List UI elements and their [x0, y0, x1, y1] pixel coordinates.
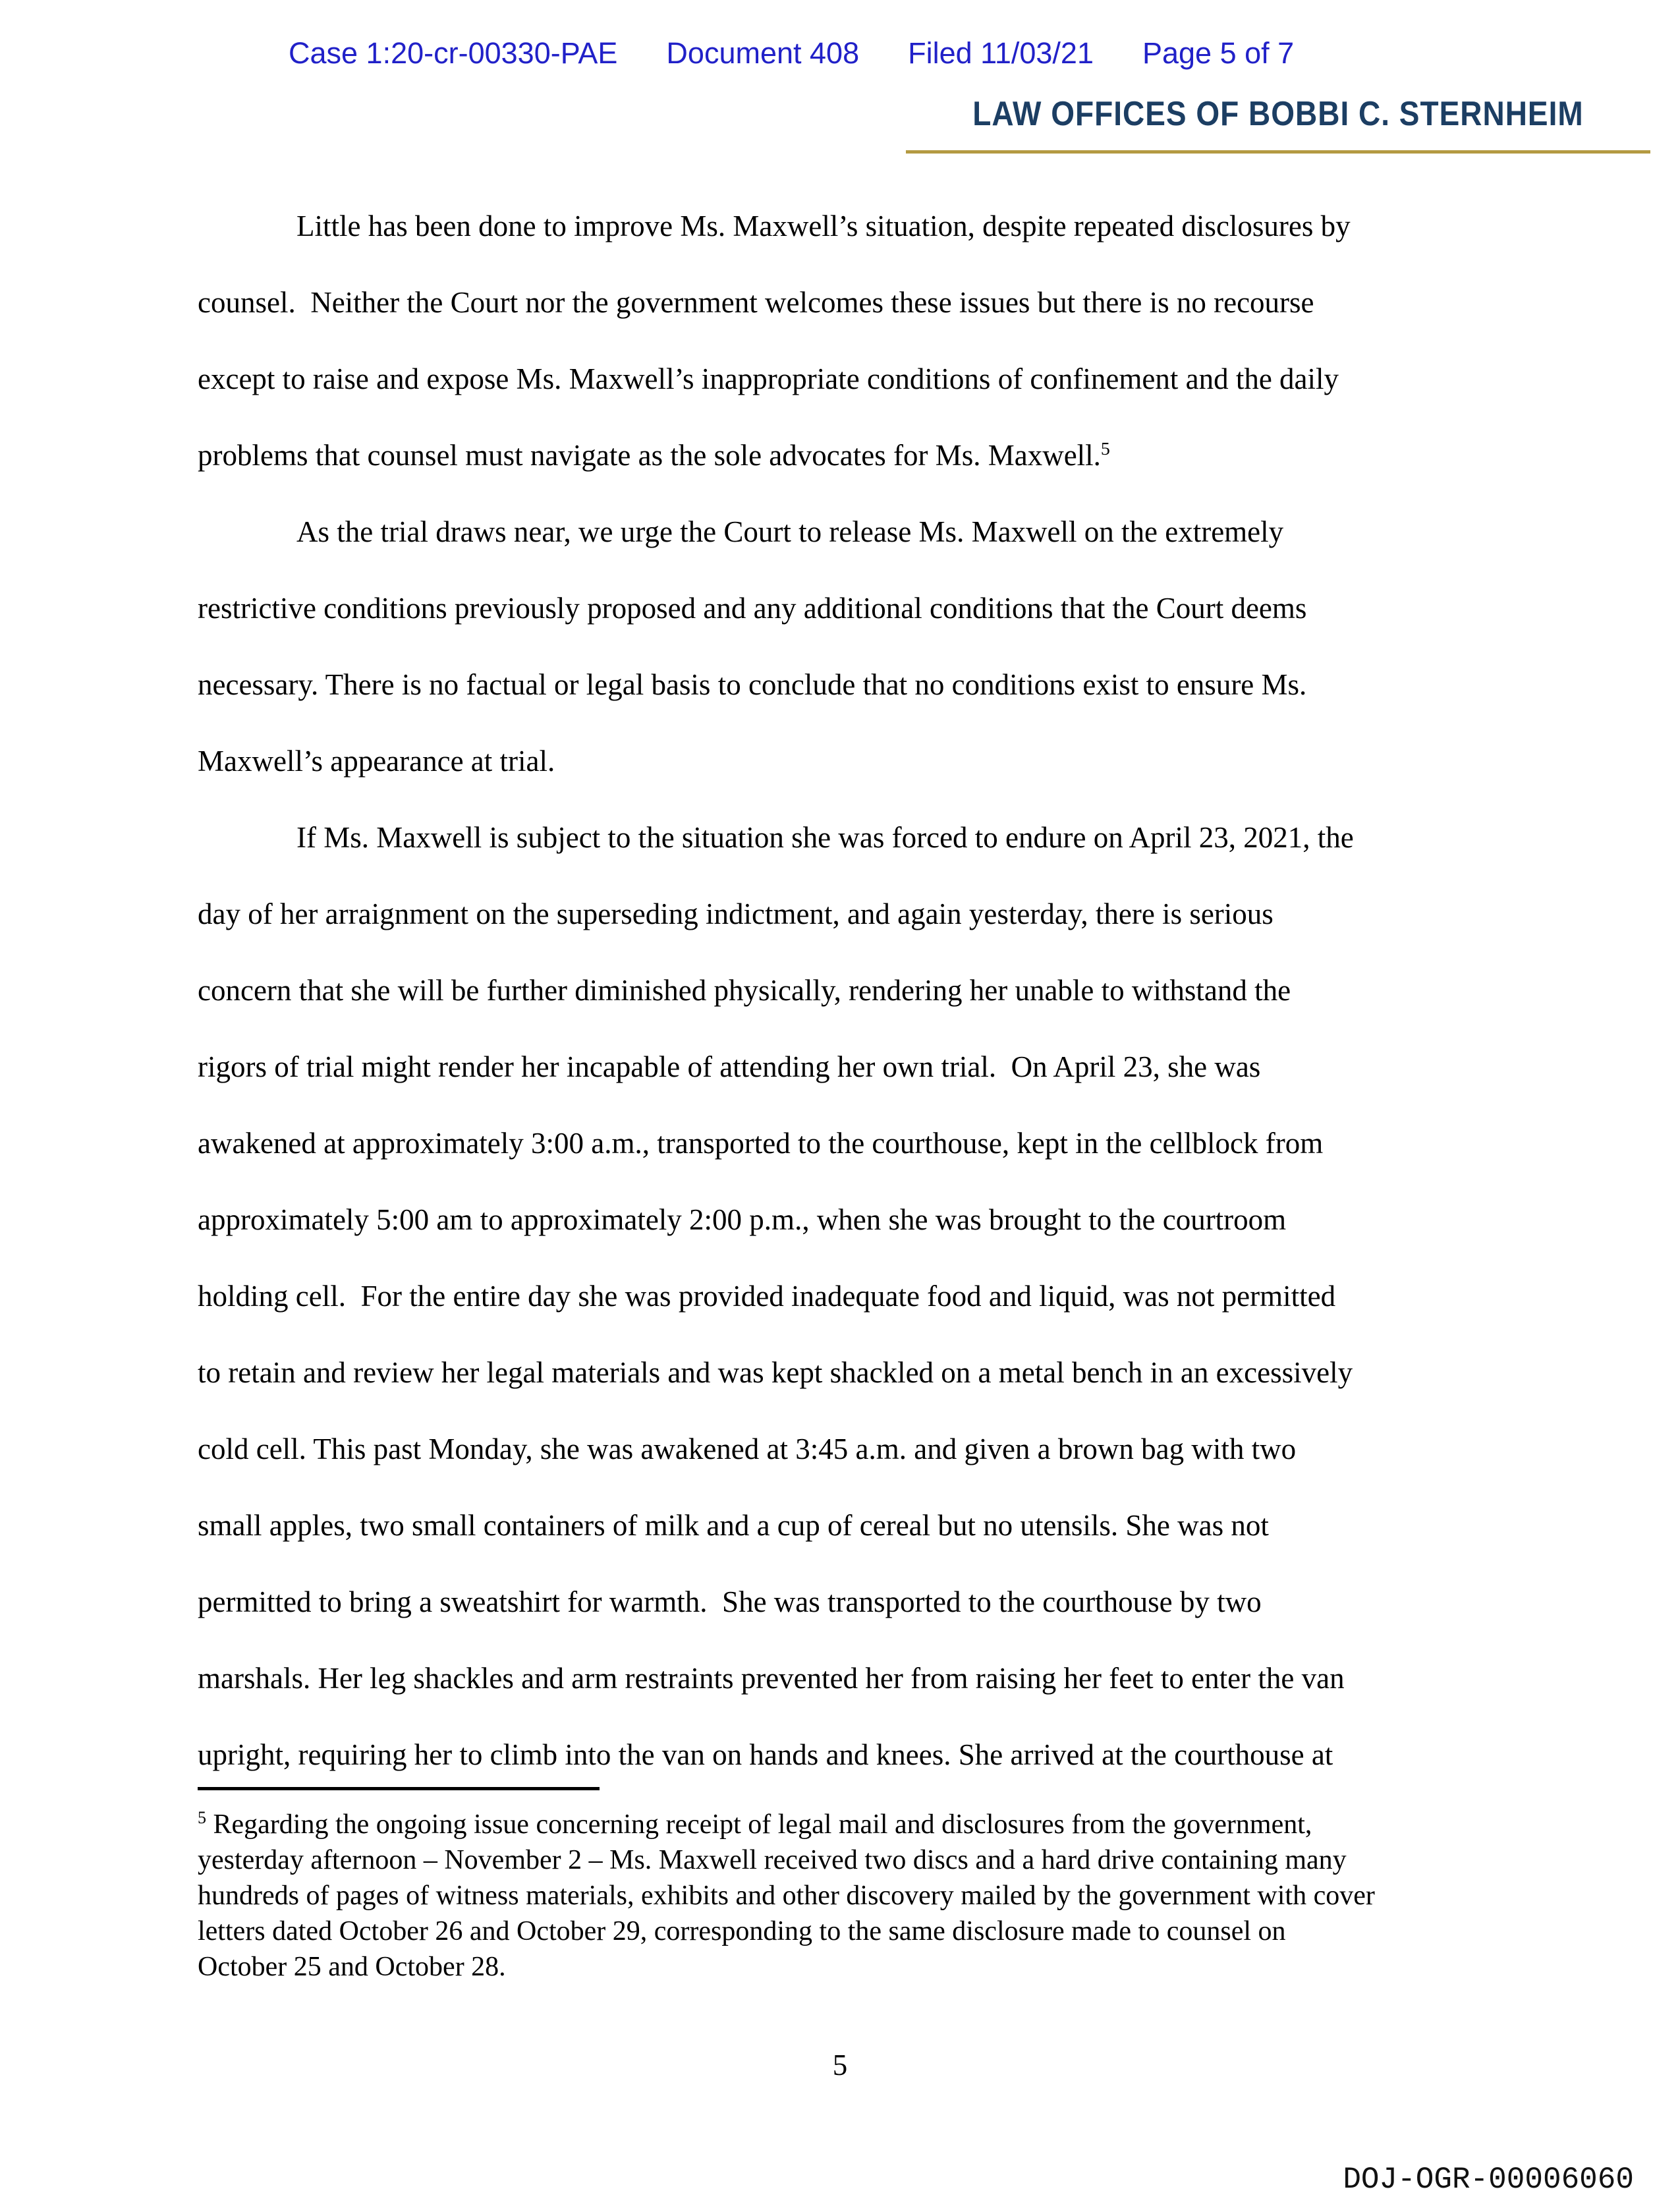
body-line: If Ms. Maxwell is subject to the situation she was forced to endure on April 23, 2021, the: [296, 821, 1354, 854]
body-line: restrictive conditions previously proposed and any additional conditions that the Court deems: [198, 592, 1307, 625]
body-line: Maxwell’s appearance at trial.: [198, 745, 555, 778]
body-line: upright, requiring her to climb into the van on hands and knees. She arrived at the courthouse at: [198, 1738, 1333, 1771]
bates-number: DOJ-OGR-00006060: [1343, 2163, 1634, 2197]
body-line: Little has been done to improve Ms. Maxwell’s situation, despite repeated disclosures by: [296, 210, 1351, 242]
body-line: to retain and review her legal materials and was kept shackled on a metal bench in an excessively: [198, 1356, 1353, 1389]
letterhead-rule: [906, 150, 1650, 154]
body-line: As the trial draws near, we urge the Court to release Ms. Maxwell on the extremely: [296, 515, 1284, 548]
footnote-reference: 5: [1100, 439, 1110, 459]
body-line: small apples, two small containers of milk and a cup of cereal but no utensils. She was not: [198, 1509, 1269, 1542]
ecf-header-stamp: [289, 37, 1294, 70]
firm-name: LAW OFFICES OF BOBBI C. STERNHEIM: [972, 94, 1584, 133]
footnote-line: letters dated October 26 and October 29, corresponding to the same disclosure made to counsel on: [198, 1916, 1286, 1946]
footnote-line: $^5$ Regarding the ongoing issue concerning receipt of legal mail and disclosures from the government,: [198, 1808, 1312, 1840]
body-line: cold cell. This past Monday, she was awakened at 3:45 a.m. and given a brown bag with two: [198, 1432, 1297, 1465]
body-line: permitted to bring a sweatshirt for warmth. She was transported to the courthouse by two: [198, 1585, 1262, 1618]
footnote-line: hundreds of pages of witness materials, exhibits and other discovery mailed by the government with cover: [198, 1881, 1375, 1911]
body-line: problems that counsel must navigate as the sole advocates for Ms. Maxwell.$^5$: [198, 439, 1110, 472]
body-line: necessary. There is no factual or legal basis to conclude that no conditions exist to ensure Ms.: [198, 668, 1307, 701]
ecf-stamp-segment: Page 5 of 7: [1142, 36, 1295, 70]
footnote-line: yesterday afternoon – November 2 – Ms. Maxwell received two discs and a hard drive containing many: [198, 1845, 1347, 1875]
body-line: marshals. Her leg shackles and arm restraints prevented her from raising her feet to enter the van: [198, 1662, 1345, 1695]
ecf-stamp-segment: Case 1:20-cr-00330-PAE: [289, 36, 618, 70]
footnote-reference: 5: [198, 1808, 207, 1827]
body-text: [198, 188, 1522, 1793]
letterhead: [906, 94, 1650, 133]
body-line: approximately 5:00 am to approximately 2:00 p.m., when she was brought to the courtroom: [198, 1203, 1287, 1236]
footnote-line: October 25 and October 28.: [198, 1952, 506, 1982]
ecf-stamp-segment: Document 408: [666, 36, 860, 70]
footnote: [198, 1807, 1522, 1985]
ecf-stamp-segment: Filed 11/03/21: [908, 36, 1094, 70]
body-line: counsel. Neither the Court nor the government welcomes these issues but there is no recourse: [198, 286, 1314, 319]
page-number: 5: [832, 2049, 848, 2082]
body-line: except to raise and expose Ms. Maxwell’s inappropriate conditions of confinement and the daily: [198, 362, 1339, 395]
footnote-separator: [198, 1787, 600, 1790]
body-line: rigors of trial might render her incapable of attending her own trial. On April 23, she was: [198, 1050, 1261, 1083]
body-line: day of her arraignment on the superseding indictment, and again yesterday, there is serious: [198, 897, 1274, 930]
body-line: awakened at approximately 3:00 a.m., transported to the courthouse, kept in the cellblock from: [198, 1127, 1324, 1160]
body-line: concern that she will be further diminished physically, rendering her unable to withstand the: [198, 974, 1291, 1007]
body-line: holding cell. For the entire day she was provided inadequate food and liquid, was not permitted: [198, 1280, 1336, 1313]
